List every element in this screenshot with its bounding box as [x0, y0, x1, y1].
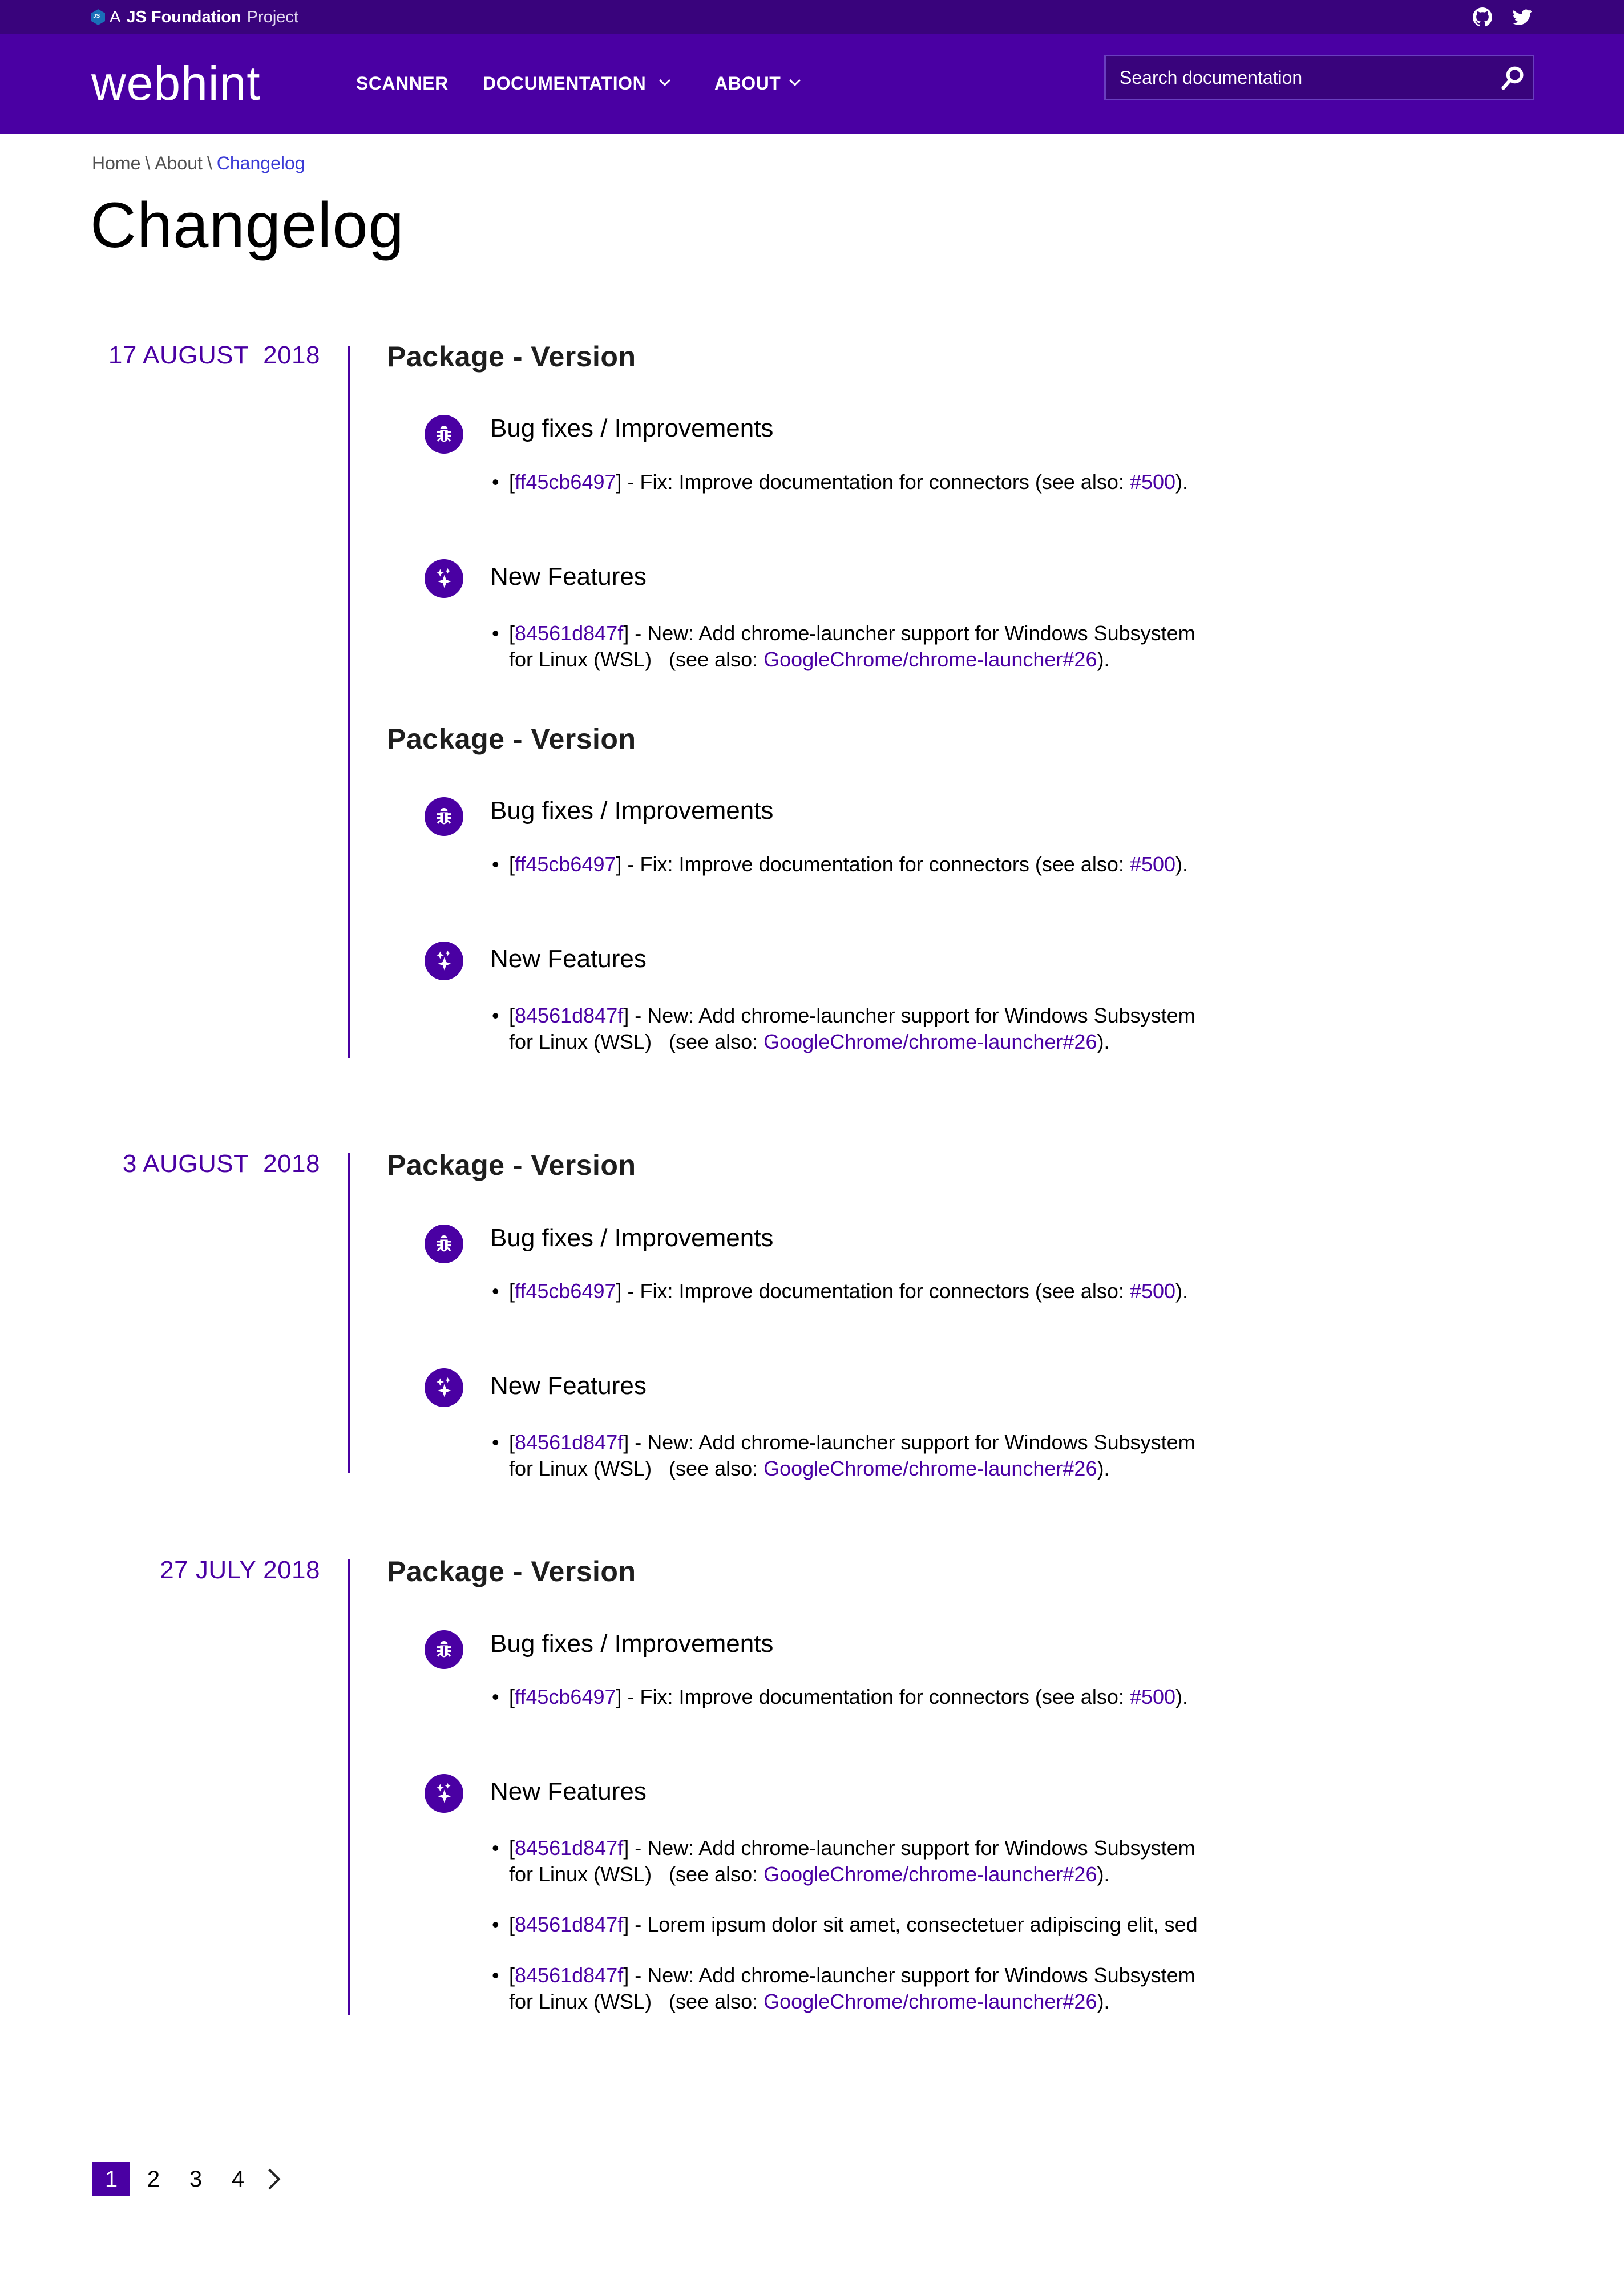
- issue-link[interactable]: GoogleChrome/chrome-launcher#26: [763, 648, 1097, 671]
- timeline-date: 27 JULY 2018: [160, 1556, 320, 1584]
- js-foundation-link[interactable]: [91, 8, 298, 26]
- top-strip: [0, 0, 1624, 34]
- breadcrumb-home[interactable]: Home: [92, 153, 141, 173]
- js-foundation-logo-icon: [91, 9, 105, 25]
- list-item: • [ff45cb6497] - Fix: Improve documentation for connectors (see also: #500).: [492, 1685, 1189, 1708]
- sparkles-icon: [425, 559, 463, 598]
- commit-link[interactable]: 84561d847f: [515, 1836, 624, 1860]
- list-item: • [ff45cb6497] - Fix: Improve documentation for connectors (see also: #500).: [492, 470, 1189, 494]
- github-link[interactable]: [1471, 7, 1494, 27]
- jsf-prefix: A: [110, 7, 121, 26]
- list-item: • [84561d847f] - Lorem ipsum dolor sit amet, consectetuer adipiscing elit, sed: [492, 1913, 1198, 1936]
- nav-about-label: ABOUT: [714, 72, 781, 94]
- sparkles-icon: [425, 942, 463, 980]
- bug-icon: [425, 415, 463, 454]
- list-item: • [84561d847f] - New: Add chrome-launcher support for Windows Subsystem for Linux (WSL) (see also: GoogleChrome/chrome-launcher#26).: [492, 1431, 1195, 1480]
- commit-link[interactable]: ff45cb6497: [515, 470, 616, 494]
- bug-icon: [425, 1630, 463, 1669]
- package-title: Package - Version: [387, 1149, 636, 1181]
- timeline-line: [348, 346, 350, 1058]
- main-nav: [0, 34, 1624, 134]
- section-title: New Features: [490, 1372, 647, 1400]
- issue-link[interactable]: #500: [1129, 1279, 1176, 1303]
- commit-link[interactable]: 84561d847f: [515, 1431, 624, 1454]
- timeline-line: [348, 1153, 350, 1473]
- list-item: • [84561d847f] - New: Add chrome-launcher support for Windows Subsystem for Linux (WSL) (see also: GoogleChrome/chrome-launcher#26).: [492, 1004, 1195, 1053]
- nav-scanner[interactable]: [356, 67, 449, 99]
- list-item: • [ff45cb6497] - Fix: Improve documentation for connectors (see also: #500).: [492, 852, 1189, 876]
- webhint-logo[interactable]: webhint: [91, 56, 261, 110]
- issue-link[interactable]: GoogleChrome/chrome-launcher#26: [763, 1030, 1097, 1053]
- page-title: Changelog: [90, 189, 405, 261]
- list-item: • [ff45cb6497] - Fix: Improve documentation for connectors (see also: #500).: [492, 1279, 1189, 1303]
- package-title: Package - Version: [387, 341, 636, 373]
- breadcrumb: [92, 153, 305, 174]
- github-icon: [1473, 7, 1492, 27]
- issue-link[interactable]: GoogleChrome/chrome-launcher#26: [763, 1457, 1097, 1480]
- section-title: Bug fixes / Improvements: [490, 1630, 774, 1658]
- next-page-button[interactable]: [261, 2162, 284, 2196]
- chevron-down-icon: [789, 75, 801, 86]
- search-input[interactable]: [1106, 67, 1493, 88]
- breadcrumb-separator: \: [207, 153, 212, 173]
- issue-link[interactable]: #500: [1129, 852, 1176, 876]
- page-1-button[interactable]: 1: [92, 2162, 130, 2196]
- section-title: New Features: [490, 945, 647, 973]
- search-icon: [1500, 65, 1525, 90]
- issue-link[interactable]: GoogleChrome/chrome-launcher#26: [763, 1862, 1097, 1886]
- jsf-suffix: Project: [247, 7, 298, 26]
- section-title: New Features: [490, 563, 647, 591]
- list-item: • [84561d847f] - New: Add chrome-launcher support for Windows Subsystem for Linux (WSL) (see also: GoogleChrome/chrome-launcher#26).: [492, 1963, 1195, 2013]
- chevron-right-icon: [260, 2169, 281, 2190]
- sparkles-icon: [425, 1774, 463, 1813]
- commit-link[interactable]: ff45cb6497: [515, 852, 616, 876]
- list-item: • [84561d847f] - New: Add chrome-launcher support for Windows Subsystem for Linux (WSL) (see also: GoogleChrome/chrome-launcher#26).: [492, 1836, 1195, 1886]
- commit-link[interactable]: ff45cb6497: [515, 1685, 616, 1708]
- breadcrumb-about[interactable]: About: [155, 153, 203, 173]
- timeline-line: [348, 1559, 350, 2015]
- page-3-button[interactable]: 3: [189, 2166, 203, 2192]
- issue-link[interactable]: #500: [1129, 1685, 1176, 1708]
- search-box: [1104, 55, 1534, 100]
- pagination: [92, 2161, 284, 2197]
- bug-icon: [425, 797, 463, 836]
- jsf-name: JS Foundation: [126, 7, 241, 26]
- nav-documentation-label: DOCUMENTATION: [483, 72, 647, 94]
- section-title: Bug fixes / Improvements: [490, 414, 774, 442]
- sparkles-icon: [425, 1368, 463, 1407]
- chevron-down-icon: [659, 75, 670, 86]
- breadcrumb-separator: \: [145, 153, 151, 173]
- page-4-button[interactable]: 4: [231, 2166, 245, 2192]
- search-button[interactable]: [1493, 56, 1533, 99]
- commit-link[interactable]: 84561d847f: [515, 1963, 624, 1987]
- commit-link[interactable]: 84561d847f: [515, 1913, 624, 1936]
- bug-icon: [425, 1225, 463, 1263]
- commit-link[interactable]: 84561d847f: [515, 621, 624, 645]
- issue-link[interactable]: #500: [1129, 470, 1176, 494]
- commit-link[interactable]: ff45cb6497: [515, 1279, 616, 1303]
- commit-link[interactable]: 84561d847f: [515, 1004, 624, 1027]
- timeline-date: 17 AUGUST 2018: [108, 341, 320, 369]
- package-title: Package - Version: [387, 1555, 636, 1587]
- section-title: New Features: [490, 1777, 647, 1805]
- twitter-icon: [1513, 7, 1532, 27]
- breadcrumb-current[interactable]: Changelog: [216, 153, 305, 173]
- nav-documentation[interactable]: [483, 67, 669, 99]
- issue-link[interactable]: GoogleChrome/chrome-launcher#26: [763, 1990, 1097, 2013]
- package-title: Package - Version: [387, 723, 636, 755]
- section-title: Bug fixes / Improvements: [490, 797, 774, 825]
- twitter-link[interactable]: [1511, 7, 1534, 27]
- page-2-button[interactable]: 2: [147, 2166, 160, 2192]
- list-item: • [84561d847f] - New: Add chrome-launcher support for Windows Subsystem for Linux (WSL) (see also: GoogleChrome/chrome-launcher#26).: [492, 621, 1195, 671]
- nav-about[interactable]: [714, 67, 799, 99]
- timeline-date: 3 AUGUST 2018: [122, 1150, 320, 1178]
- nav-scanner-label: SCANNER: [356, 72, 449, 94]
- section-title: Bug fixes / Improvements: [490, 1224, 774, 1252]
